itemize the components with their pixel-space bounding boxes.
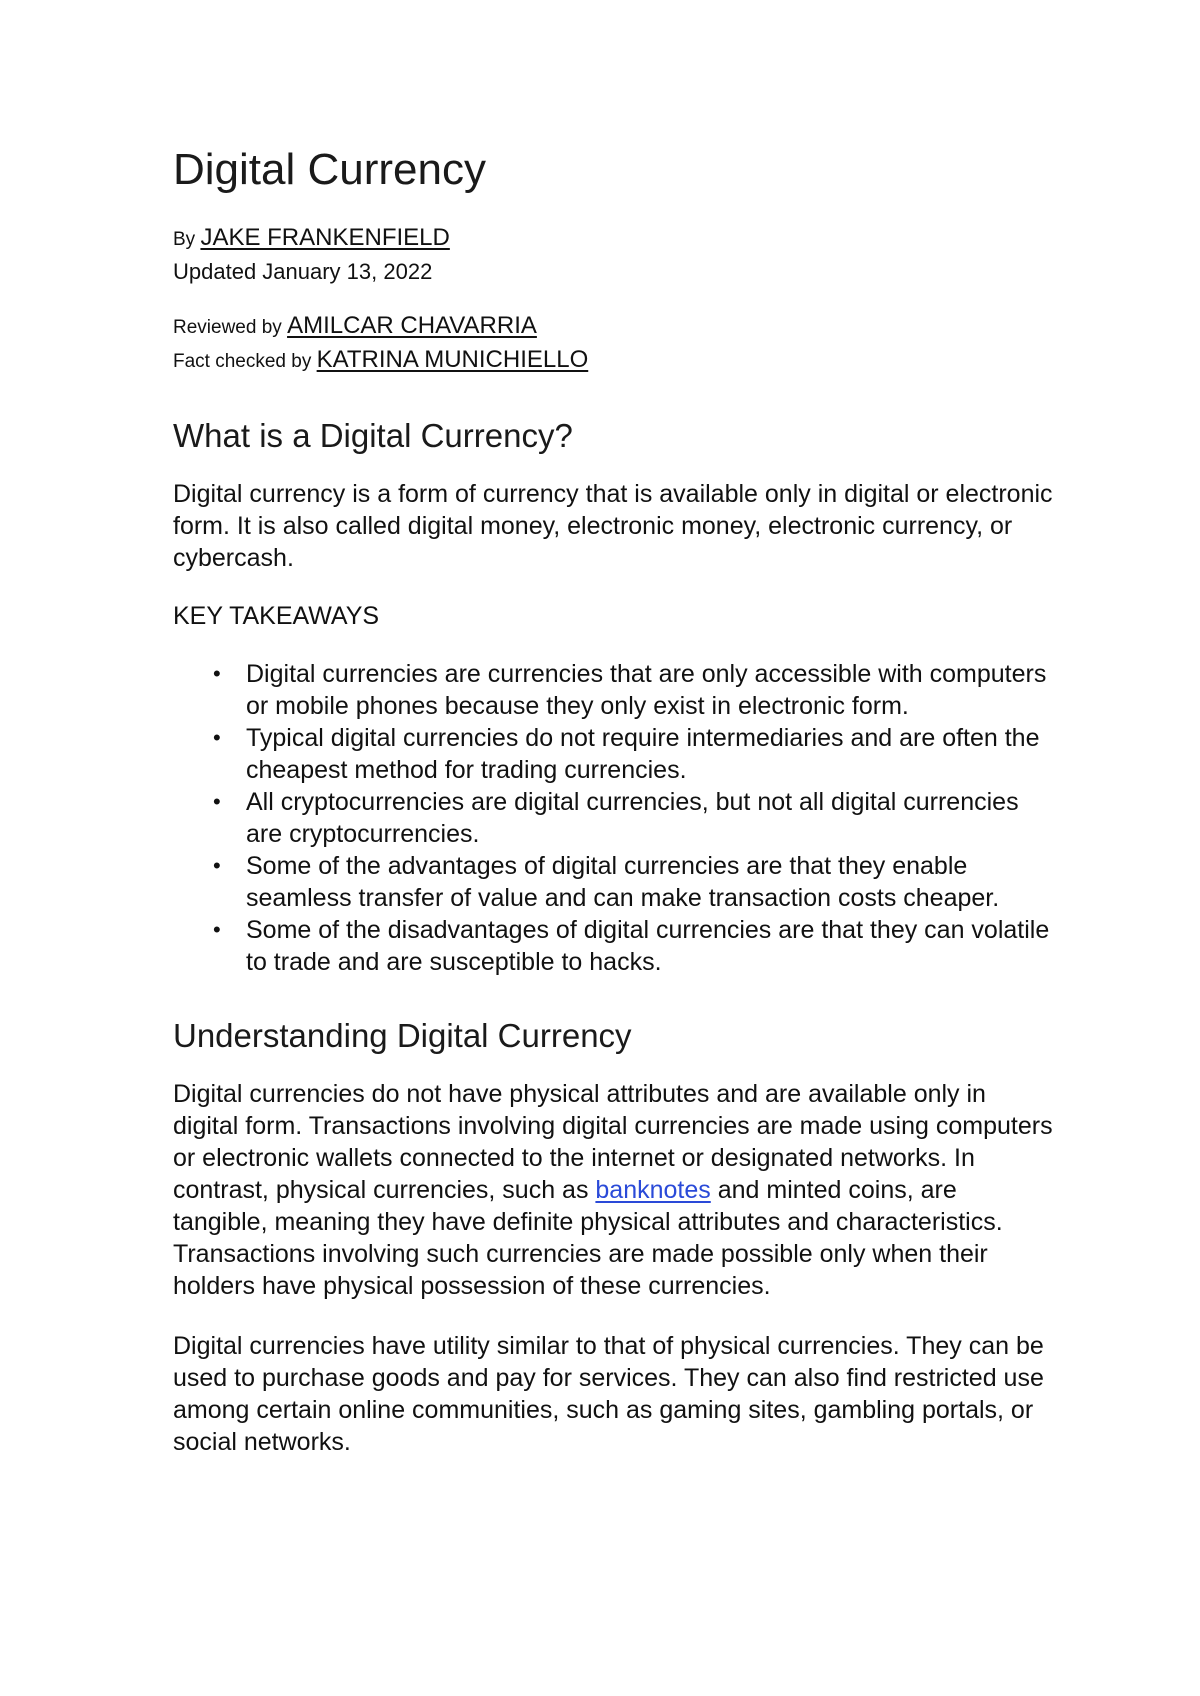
list-item-text: All cryptocurrencies are digital currencies, but not all digital currencies are cryptocurrencies. xyxy=(246,788,1019,848)
paragraph-text: Digital currencies do not have physical attributes and are available only in digital form. Transactions involving digital currencies are made using computers or electronic wallets connected to the internet or designated networks. In contrast, physical currencies, such as xyxy=(173,1080,1053,1204)
page-title: Digital Currency xyxy=(173,145,486,194)
bullet-icon: • xyxy=(213,661,221,686)
updated-date: Updated January 13, 2022 xyxy=(173,259,433,284)
article xyxy=(173,140,1053,1458)
reviewer-link[interactable]: AMILCAR CHAVARRIA xyxy=(287,312,537,339)
bullet-icon: • xyxy=(213,853,221,878)
fact-checker-link[interactable]: KATRINA MUNICHIELLO xyxy=(316,346,589,373)
review-credits xyxy=(173,310,1053,378)
section-heading-what-is: What is a Digital Currency? xyxy=(173,417,573,454)
understanding-paragraph-2: Digital currencies have utility similar to that of physical currencies. They can be used to purchase goods and pay for services. They can also find restricted use among certain online communities, such as gaming sites, gambling portals, or social networks. xyxy=(173,1332,1044,1456)
list-item xyxy=(173,914,1053,978)
bullet-icon: • xyxy=(213,725,221,750)
author-line xyxy=(173,222,1053,256)
understanding-paragraph-1 xyxy=(173,1078,1053,1302)
takeaways-list xyxy=(173,658,1053,978)
list-item-text: Some of the advantages of digital currencies are that they enable seamless transfer of value and can make transaction costs cheaper. xyxy=(246,852,1000,912)
reviewer-line xyxy=(173,310,1053,344)
bullet-icon: • xyxy=(213,917,221,942)
section-heading-understanding: Understanding Digital Currency xyxy=(173,1017,632,1054)
list-item-text: Some of the disadvantages of digital currencies are that they can volatile to trade and are susceptible to hacks. xyxy=(246,916,1050,976)
list-item xyxy=(173,786,1053,850)
byline xyxy=(173,222,1053,288)
banknotes-link[interactable]: banknotes xyxy=(595,1176,711,1204)
list-item-text: Typical digital currencies do not require intermediaries and are often the cheapest method for trading currencies. xyxy=(246,724,1040,784)
fact-checker-line xyxy=(173,344,1053,378)
list-item-text: Digital currencies are currencies that are only accessible with computers or mobile phones because they only exist in electronic form. xyxy=(246,660,1047,720)
author-prefix: By xyxy=(173,229,201,250)
fact-checker-prefix: Fact checked by xyxy=(173,351,317,372)
list-item xyxy=(173,850,1053,914)
list-item xyxy=(173,722,1053,786)
paragraph-text: and minted coins, are tangible, meaning they have definite physical attributes and characteristics. Transactions involving such currencies are made possible only when their holders have physical possession of these currencies. xyxy=(173,1176,1003,1300)
bullet-icon: • xyxy=(213,789,221,814)
list-item xyxy=(173,658,1053,722)
key-takeaways-label: KEY TAKEAWAYS xyxy=(173,602,380,630)
reviewer-prefix: Reviewed by xyxy=(173,317,288,338)
definition-paragraph: Digital currency is a form of currency that is available only in digital or electronic form. It is also called digital money, electronic money, electronic currency, or cybercash. xyxy=(173,480,1053,572)
author-link[interactable]: JAKE FRANKENFIELD xyxy=(200,224,450,251)
